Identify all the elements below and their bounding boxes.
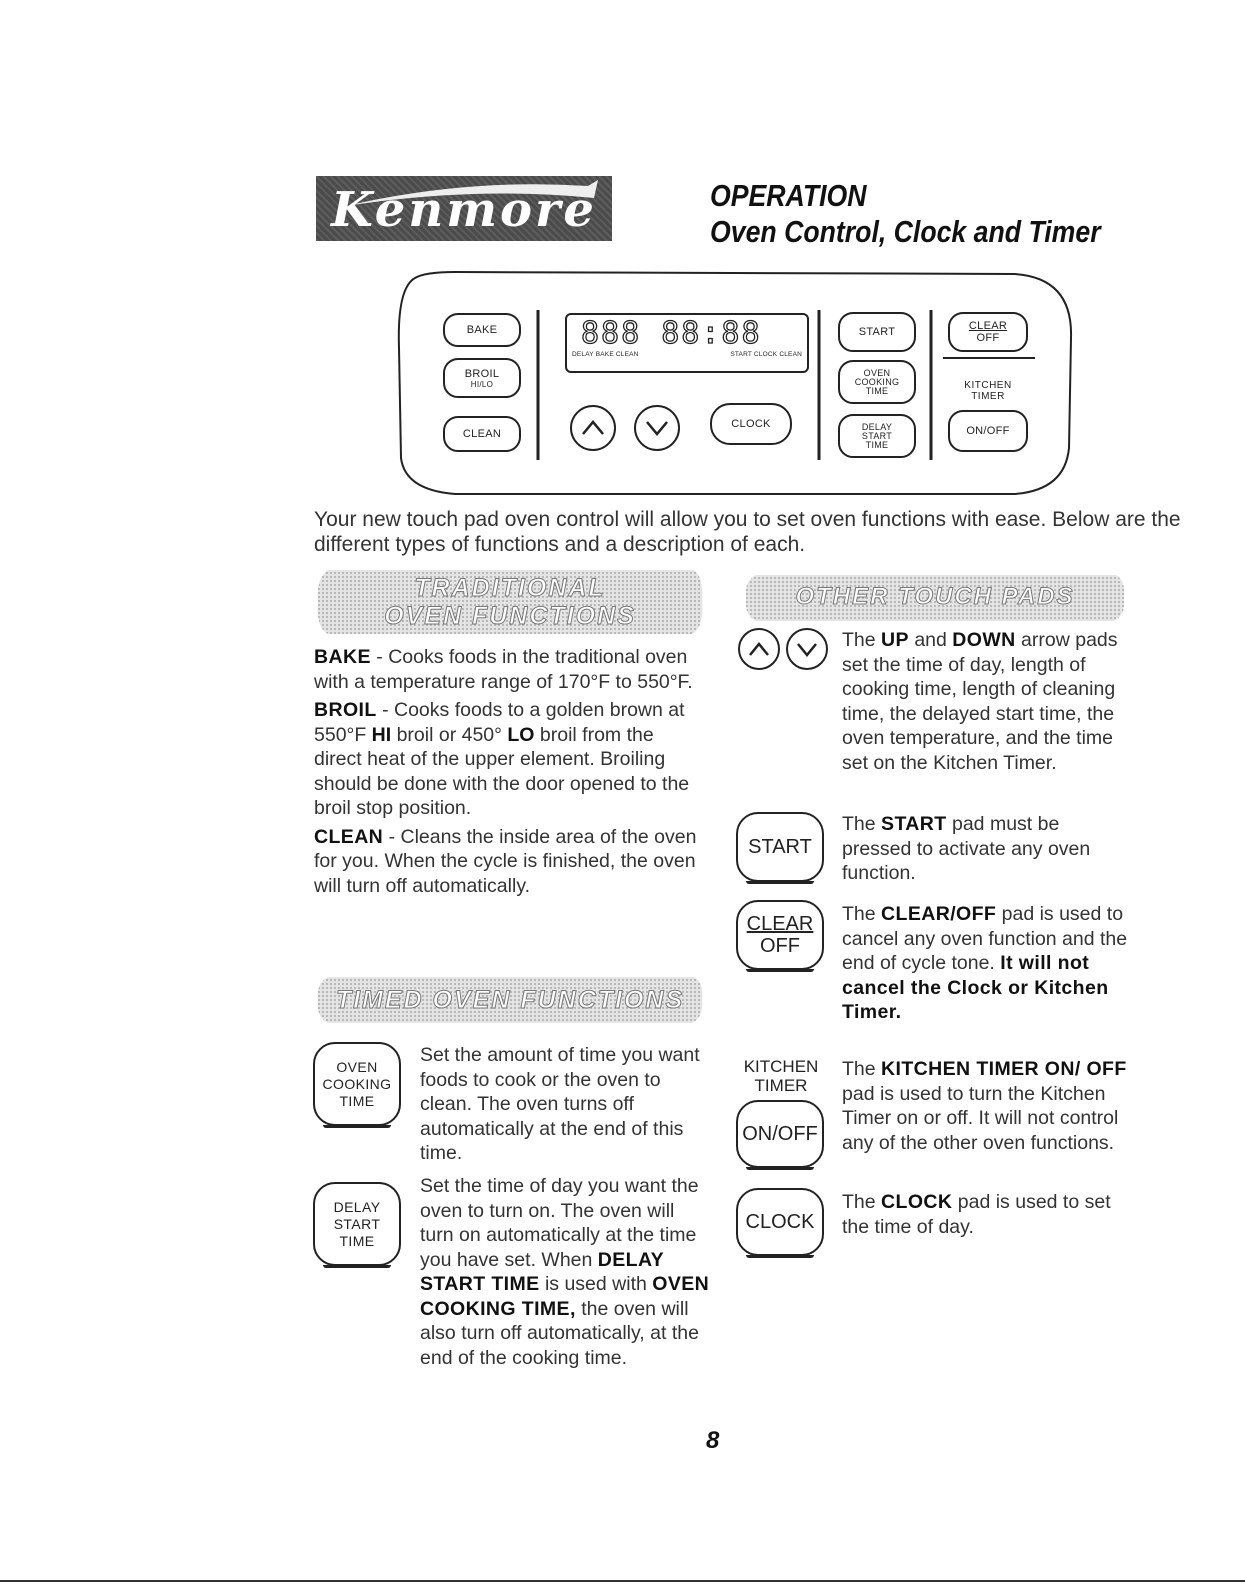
start-bold: START	[881, 813, 947, 835]
bake-term: BAKE	[314, 646, 371, 668]
banner-title-line-2: OVEN FUNCTIONS	[384, 602, 636, 630]
bake-description	[314, 645, 706, 694]
broil-term: BROIL	[314, 699, 377, 721]
pad-label-line: DELAY	[861, 421, 893, 432]
down-arrow-pad[interactable]	[634, 405, 680, 451]
clean-pad[interactable]	[443, 416, 521, 452]
clear-off-icon	[736, 900, 824, 970]
icon-label: ON/OFF	[742, 1123, 818, 1145]
clock-text: pad is used to set the time of day.	[842, 1191, 1111, 1238]
clear-text: pad is used to cancel any oven function and the end of cycle tone.	[842, 903, 1128, 974]
kitchen-timer-description	[842, 1057, 1132, 1155]
icon-label: CLEAR	[746, 913, 814, 935]
delay-start-time-pad[interactable]	[838, 414, 916, 458]
lcd-status-labels	[572, 351, 802, 358]
page-heading	[710, 178, 1101, 250]
lcd-label: DELAY BAKE CLEAN	[572, 351, 639, 358]
pad-label-line: COOKING	[854, 376, 900, 387]
broil-pad-sublabel: HI/LO	[470, 379, 494, 389]
icon-label-line: OVEN	[336, 1058, 378, 1075]
banner-title-line-1: TRADITIONAL	[414, 574, 606, 602]
pad-label-line: TIME	[865, 385, 889, 396]
up-arrow-icon	[748, 642, 770, 657]
icon-label-line: DELAY	[333, 1198, 381, 1215]
icon-label: CLOCK	[745, 1211, 815, 1233]
kitchen-text: The	[842, 1058, 882, 1080]
logo-text: Kenmore	[331, 182, 597, 238]
oven-cooking-time-description: Set the amount of time you want foods to cook or the oven to clean. The oven turns off automatically at the end of this time.	[420, 1044, 700, 1164]
banner-title: OTHER TOUCH PADS	[795, 583, 1075, 610]
on-off-pad-label: ON/OFF	[966, 425, 1010, 437]
broil-pad-label: BROIL	[464, 367, 500, 380]
start-pad-label: START	[858, 326, 896, 338]
clock-text: The	[842, 1191, 882, 1213]
icon-label: OFF	[760, 935, 800, 957]
clear-text: The	[842, 903, 882, 925]
clock-pad[interactable]	[710, 403, 792, 445]
start-description	[842, 812, 1132, 886]
clean-text: - Cleans the inside area of the oven for you. When the cycle is finished, the oven will turn off automatically.	[314, 825, 697, 897]
icon-label-line: START	[333, 1215, 381, 1232]
delay-start-time-icon	[313, 1182, 401, 1266]
broil-text: - Cooks foods to a golden brown at 550°F	[314, 699, 685, 746]
clean-description	[314, 825, 706, 899]
other-touch-pads-banner	[742, 573, 1128, 623]
lcd-label: START CLOCK CLEAN	[730, 351, 802, 358]
clean-pad-label: CLEAN	[462, 428, 502, 440]
delay-text: is used with	[539, 1273, 653, 1295]
clock-pad-label: CLOCK	[731, 418, 771, 430]
kitchen-timer-caption	[735, 1057, 827, 1095]
page-title: OPERATION	[710, 178, 867, 213]
delay-bold: DELAY START TIME	[420, 1248, 664, 1295]
broil-pad[interactable]	[443, 358, 521, 398]
kitchen-text: pad is used to turn the Kitchen Timer on or off. It will not control any of the other oven functions.	[842, 1082, 1119, 1154]
page-subtitle: Oven Control, Clock and Timer	[710, 214, 1101, 249]
delay-start-time-description	[420, 1174, 710, 1370]
lcd-display	[565, 313, 809, 373]
icon-label-line: TIME	[339, 1232, 375, 1249]
icon-label-line: COOKING	[322, 1075, 392, 1092]
broil-text: broil from the direct heat of the upper element. Broiling should be done with the door opened to the broil stop position.	[314, 723, 690, 819]
delay-text: Set the time of day you want the oven to turn on. The oven will turn on automatically at the time you have set. When	[420, 1175, 699, 1271]
start-text: The	[842, 813, 882, 835]
icon-label-line: TIME	[339, 1092, 375, 1109]
clock-bold: CLOCK	[881, 1191, 953, 1213]
pad-label-line: TIME	[865, 439, 889, 450]
start-icon	[736, 812, 824, 882]
down-arrow-icon	[796, 642, 818, 657]
up-arrow-pad[interactable]	[570, 405, 616, 451]
clean-term: CLEAN	[314, 825, 384, 848]
bake-pad[interactable]	[443, 313, 521, 347]
timed-oven-functions-banner	[314, 975, 706, 1025]
pad-label-line: START	[861, 430, 893, 441]
kitchen-caption-line: KITCHEN	[743, 1057, 819, 1076]
clear-bold: It will not cancel the Clock or Kitchen Timer.	[842, 952, 1109, 1023]
updown-text: and	[908, 629, 953, 651]
broil-lo: LO	[507, 723, 535, 746]
oven-cooking-time-pad[interactable]	[838, 360, 916, 404]
pad-label-line: OVEN	[863, 367, 891, 378]
clear-pad-label: CLEAR	[968, 320, 1008, 332]
banner-title: TIMED OVEN FUNCTIONS	[335, 986, 685, 1014]
up-down-description	[842, 628, 1132, 775]
delay-text: the oven will also turn off automatically, at the end of the cooking time.	[420, 1297, 699, 1369]
up-arrow-icon	[581, 420, 605, 436]
kitchen-timer-on-off-pad[interactable]	[948, 410, 1028, 452]
bake-text: - Cooks foods in the traditional oven with a temperature range of 170°F to 550°F.	[314, 646, 693, 693]
broil-description	[314, 698, 706, 821]
updown-bold: DOWN	[952, 629, 1016, 651]
on-off-icon	[736, 1100, 824, 1168]
bake-pad-label: BAKE	[466, 324, 498, 336]
clock-icon	[736, 1188, 824, 1256]
clock-description	[842, 1190, 1132, 1239]
traditional-functions-text	[314, 645, 706, 902]
kenmore-logo	[316, 176, 612, 241]
up-arrow-icon-circle	[738, 628, 780, 670]
delay-bold: OVEN COOKING TIME,	[420, 1273, 710, 1320]
updown-text: arrow pads set the time of day, length of cooking time, length of cleaning time, the delayed start time, the oven temperature, and the time set on the Kitchen Timer.	[842, 629, 1118, 774]
intro-text: Your new touch pad oven control will allow you to set oven functions with ease. Below are the different types of functions and a description of each.	[314, 508, 1181, 556]
page-number: 8	[706, 1427, 720, 1454]
oven-cooking-time-icon	[313, 1042, 401, 1126]
off-pad-label: OFF	[976, 332, 1000, 344]
start-text: pad must be pressed to activate any oven function.	[842, 813, 1091, 884]
kitchen-bold: KITCHEN TIMER ON/ OFF	[881, 1058, 1127, 1080]
updown-text: The	[842, 629, 882, 651]
clear-off-description	[842, 902, 1132, 1025]
kitchen-timer-line: KITCHEN	[964, 380, 1012, 391]
updown-bold: UP	[881, 629, 909, 651]
kitchen-caption-line: TIMER	[754, 1076, 808, 1095]
clear-off-pad[interactable]	[948, 312, 1028, 352]
broil-hi: HI	[371, 723, 392, 746]
kitchen-timer-line: TIMER	[971, 391, 1005, 402]
clear-bold: CLEAR/OFF	[881, 903, 997, 925]
start-pad[interactable]	[838, 312, 916, 352]
icon-label: START	[748, 836, 812, 858]
bottom-rule	[0, 1580, 1245, 1582]
down-arrow-icon	[645, 420, 669, 436]
broil-text: broil or 450°	[391, 723, 508, 746]
lcd-digits: 888 88:88	[581, 316, 762, 351]
kitchen-timer-label	[948, 380, 1028, 402]
traditional-oven-functions-banner	[314, 568, 706, 636]
down-arrow-icon-circle	[786, 628, 828, 670]
